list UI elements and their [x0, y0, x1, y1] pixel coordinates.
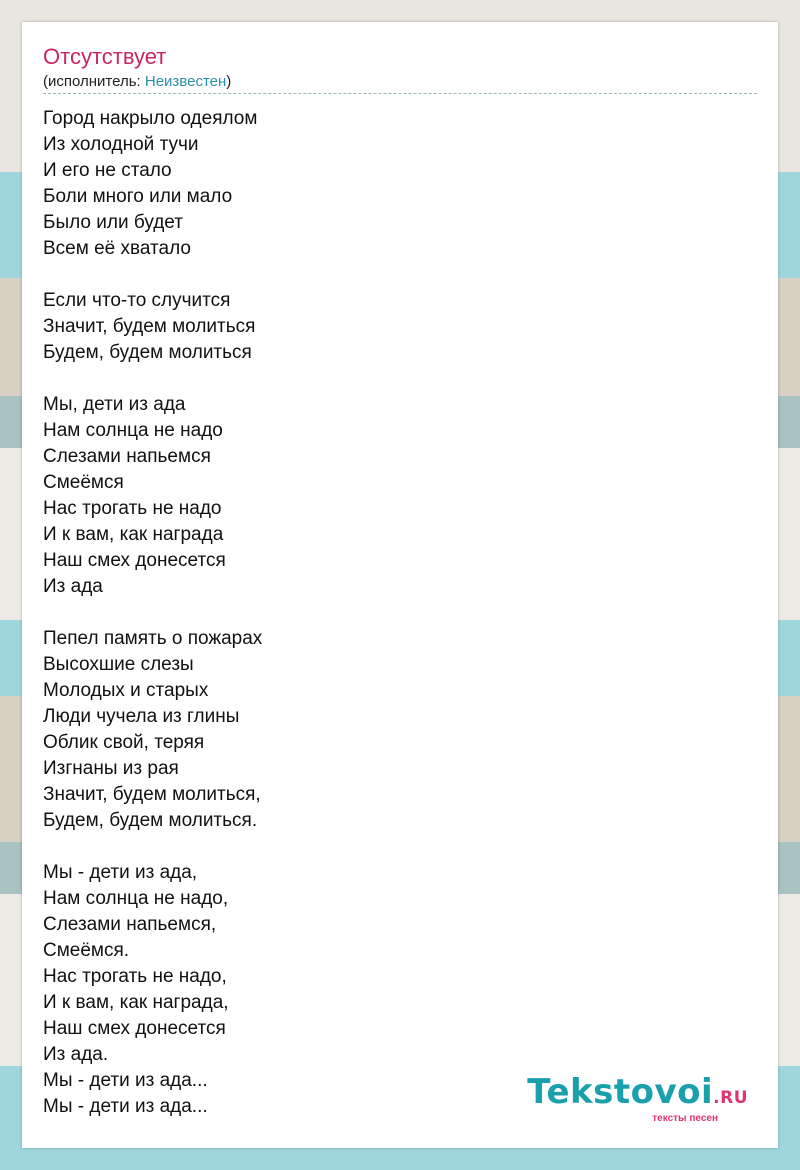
stanza-gap: [43, 834, 262, 860]
lyric-line: Пепел память о пожарах: [43, 628, 263, 649]
song-title: Отсутствует: [43, 44, 167, 69]
lyric-line: Из ада.: [43, 1044, 109, 1065]
artist-suffix: ): [226, 73, 232, 90]
lyric-line: Смеёмся: [43, 472, 124, 493]
stanza-3: [43, 392, 262, 600]
stanza-5: [43, 860, 262, 1120]
stanza-gap: [43, 366, 262, 392]
lyric-line: Будем, будем молиться: [43, 342, 252, 363]
stanza-2: [43, 288, 262, 366]
lyric-line: Мы - дети из ада,: [43, 862, 198, 883]
lyric-line: Мы, дети из ада: [43, 394, 186, 415]
lyric-line: Будем, будем молиться.: [43, 810, 258, 831]
lyric-line: Было или будет: [43, 212, 183, 233]
site-logo[interactable]: [527, 1072, 748, 1124]
lyric-line: Мы - дети из ада...: [43, 1070, 208, 1091]
stanza-gap: [43, 600, 262, 626]
lyric-line: Наш смех донесется: [43, 550, 226, 571]
lyric-line: Значит, будем молиться,: [43, 784, 261, 805]
artist-line: [43, 73, 231, 90]
lyrics-card: [22, 22, 778, 1148]
lyric-line: Наш смех донесется: [43, 1018, 226, 1039]
lyric-line: Из холодной тучи: [43, 134, 199, 155]
lyric-line: Если что-то случится: [43, 290, 231, 311]
lyric-line: Нас трогать не надо,: [43, 966, 227, 987]
logo-wordmark: [527, 1072, 748, 1115]
lyric-line: Изгнаны из рая: [43, 758, 179, 779]
logo-name: Tekstovoi: [527, 1072, 714, 1112]
artist-prefix: (исполнитель:: [43, 73, 145, 90]
lyric-line: Нам солнца не надо,: [43, 888, 229, 909]
lyric-line: Из ада: [43, 576, 103, 597]
lyric-line: Значит, будем молиться: [43, 316, 256, 337]
lyric-line: Слезами напьемся: [43, 446, 211, 467]
logo-tagline: тексты песен: [652, 1113, 718, 1124]
stanza-4: [43, 626, 262, 834]
header-divider: [43, 93, 757, 94]
lyric-line: Смеёмся.: [43, 940, 130, 961]
stanza-1: [43, 106, 262, 262]
stanza-gap: [43, 262, 262, 288]
lyric-line: И к вам, как награда,: [43, 992, 229, 1013]
lyrics-text: [43, 106, 262, 1120]
lyric-line: Город накрыло одеялом: [43, 108, 258, 129]
lyric-line: И к вам, как награда: [43, 524, 224, 545]
lyric-line: Всем её хватало: [43, 238, 191, 259]
lyric-line: Люди чучела из глины: [43, 706, 240, 727]
lyric-line: И его не стало: [43, 160, 172, 181]
lyric-line: Боли много или мало: [43, 186, 233, 207]
lyric-line: Нам солнца не надо: [43, 420, 223, 441]
lyric-line: Молодых и старых: [43, 680, 209, 701]
lyric-line: Нас трогать не надо: [43, 498, 222, 519]
lyric-line: Мы - дети из ада...: [43, 1096, 208, 1117]
lyric-line: Облик свой, теряя: [43, 732, 205, 753]
artist-link[interactable]: Неизвестен: [144, 73, 227, 90]
lyric-line: Высохшие слезы: [43, 654, 194, 675]
lyric-line: Слезами напьемся,: [43, 914, 217, 935]
logo-tld: .RU: [713, 1088, 748, 1108]
